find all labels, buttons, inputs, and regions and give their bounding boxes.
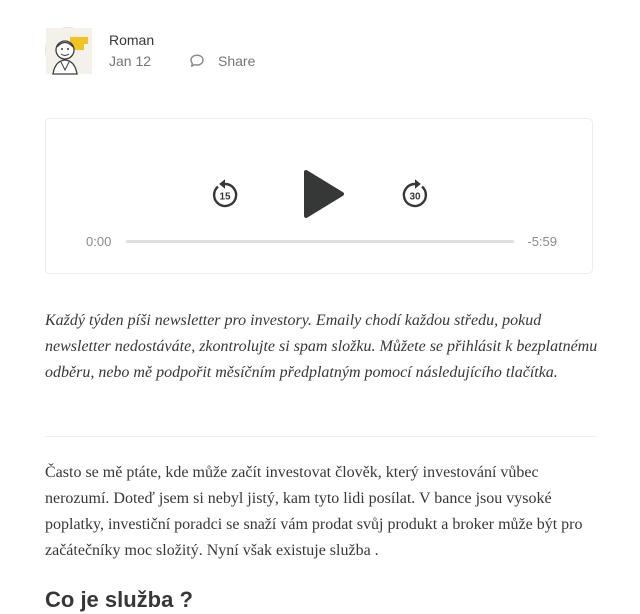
author-name[interactable]: Roman — [109, 32, 155, 48]
share-button[interactable]: Share — [218, 53, 256, 69]
skip-forward-30-icon — [400, 178, 430, 210]
remaining-time: -5:59 — [527, 234, 557, 249]
author-avatar[interactable] — [45, 27, 91, 73]
current-time: 0:00 — [86, 234, 112, 249]
skip-back-seconds: 15 — [219, 191, 231, 203]
comment-button[interactable] — [188, 52, 206, 70]
audio-player — [45, 118, 593, 274]
play-button[interactable] — [302, 168, 346, 220]
seek-bar[interactable] — [126, 240, 514, 243]
post-date: Jan 12 — [109, 53, 152, 69]
intro-note: Každý týden píši newsletter pro investory. Emaily chodí každou středu, pokud newsletter nedostáváte, zkontrolujte si spam složku. Můžete se přihlásit k bezplatnému odběru, nebo mě podpořit měsíčním předplatným pomocí následujícího tlačítka. — [45, 312, 598, 381]
section-heading: Co je služba ? — [45, 587, 193, 612]
body-paragraph: Často se mě ptáte, kde může začít investovat člověk, který investování vůbec nerozumí. Doteď jsem si nebyl jistý, kam tyto lidi posílat. V bance jsou vysoké poplatky, investiční poradci se snaží vám prodat svůj produkt a broker může být pro začátečníky moc složitý. Nyní však existuje služba . — [45, 464, 583, 559]
avatar-image — [46, 28, 92, 74]
skip-forward-button[interactable] — [400, 178, 430, 210]
skip-back-15-icon — [210, 178, 240, 210]
skip-back-button[interactable] — [210, 178, 240, 210]
section-divider — [45, 436, 597, 437]
comment-icon — [188, 52, 206, 70]
skip-forward-seconds: 30 — [409, 191, 421, 203]
play-icon — [302, 168, 346, 220]
